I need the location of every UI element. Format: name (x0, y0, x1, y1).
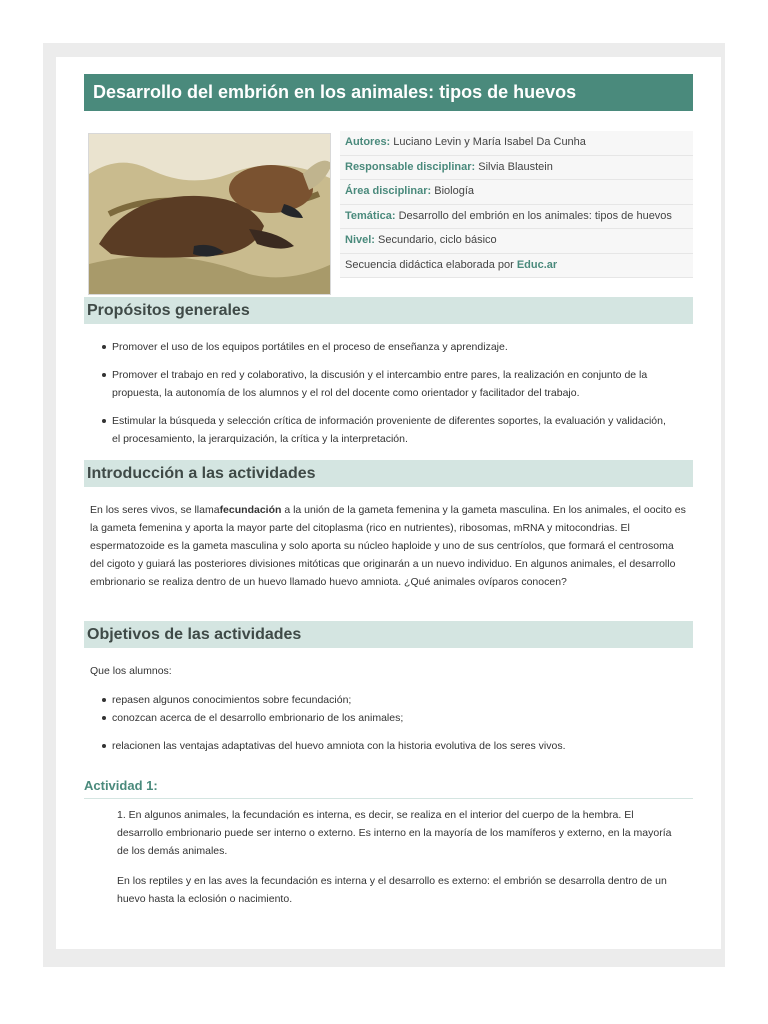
meta-autores (340, 131, 693, 156)
meta-label: Temática: (345, 209, 396, 222)
meta-value: Biología (434, 185, 475, 197)
meta-area (340, 180, 693, 205)
introduccion-paragraph (90, 501, 690, 591)
list-item: Promover el trabajo en red y colaborativo, la discusión y el intercambio entre pares, la realización en conjunto de la propuesta, la autonomía de los alumnos y el rol del docente como orientador y facilitador del trabajo. (100, 366, 670, 402)
heading-propositos: Propósitos generales (84, 297, 693, 324)
meta-secuencia (340, 254, 693, 279)
heading-objetivos: Objetivos de las actividades (84, 621, 693, 648)
meta-label: Autores: (345, 136, 391, 148)
actividad-1-paragraph-1: 1. En algunos animales, la fecundación es interna, es decir, se realiza en el interior del cuerpo de la hembra. El desarrollo embrionario puede ser interno o externo. Es interno en la mayoría de los mamíferos y externo, en la mayoría de los demás animales. (117, 809, 672, 857)
heading-introduccion: Introducción a las actividades (84, 460, 693, 487)
heading-actividad-1: Actividad 1: (84, 776, 693, 799)
meta-value: Luciano Levin y María Isabel Da Cunha (393, 136, 586, 148)
objetivos-list (100, 691, 680, 755)
list-item: repasen algunos conocimientos sobre fecundación; (100, 691, 680, 709)
intro-text: En los seres vivos, se llama (90, 504, 220, 516)
platypus-illustration (88, 133, 331, 295)
page-title: Desarrollo del embrión en los animales: tipos de huevos (84, 74, 693, 111)
meta-value: Secuencia didáctica elaborada por (345, 258, 514, 271)
meta-value: Secundario, ciclo básico (378, 234, 497, 246)
meta-label: Responsable disciplinar: (345, 160, 476, 173)
meta-value: Silvia Blaustein (478, 160, 553, 173)
list-item: Promover el uso de los equipos portátiles en el proceso de enseñanza y aprendizaje. (100, 338, 670, 356)
meta-label: Área disciplinar: (345, 185, 432, 197)
list-item: Estimular la búsqueda y selección crítica de información proveniente de diferentes soportes, la evaluación y validación, el procesamiento, la jerarquización, la crítica y la interpretación. (100, 412, 670, 448)
intro-keyword: fecundación (219, 504, 282, 516)
propositos-list (100, 338, 670, 448)
meta-value: Desarrollo del embrión en los animales: tipos de huevos (398, 209, 672, 222)
list-item: relacionen las ventajas adaptativas del huevo amniota con la historia evolutiva de los seres vivos. (100, 737, 680, 755)
list-item: conozcan acerca de el desarrollo embrionario de los animales; (100, 709, 680, 727)
metadata-panel (340, 131, 693, 278)
intro-text: a la unión de la gameta femenina y la gameta masculina. En los animales, el oocito es la gameta femenina y aporta la mayor parte del citoplasma (rico en nutrientes), ribosomas, mRNA y mitocondrias. El espermatozoide es la gameta masculina y solo aporta su núcleo haploide y uno de sus centríolos, que formará el centrosoma del cigoto y guiará las posteriores divisiones mitóticas que originarán a un nuevo individuo. En algunos animales, el desarrollo embrionario se realiza dentro de un huevo llamado huevo amniota. ¿Qué animales ovíparos conocen? (90, 504, 686, 588)
meta-label: Nivel: (345, 234, 375, 246)
meta-nivel (340, 229, 693, 254)
educar-link[interactable]: Educ.ar (516, 258, 558, 271)
actividad-1-paragraph-2: En los reptiles y en las aves la fecundación es interna y el desarrollo es externo: el embrión se desarrolla dentro de un huevo hasta la eclosión o nacimiento. (117, 875, 667, 905)
meta-tematica (340, 205, 693, 230)
objetivos-intro: Que los alumnos: (90, 665, 172, 677)
meta-responsable (340, 156, 693, 181)
